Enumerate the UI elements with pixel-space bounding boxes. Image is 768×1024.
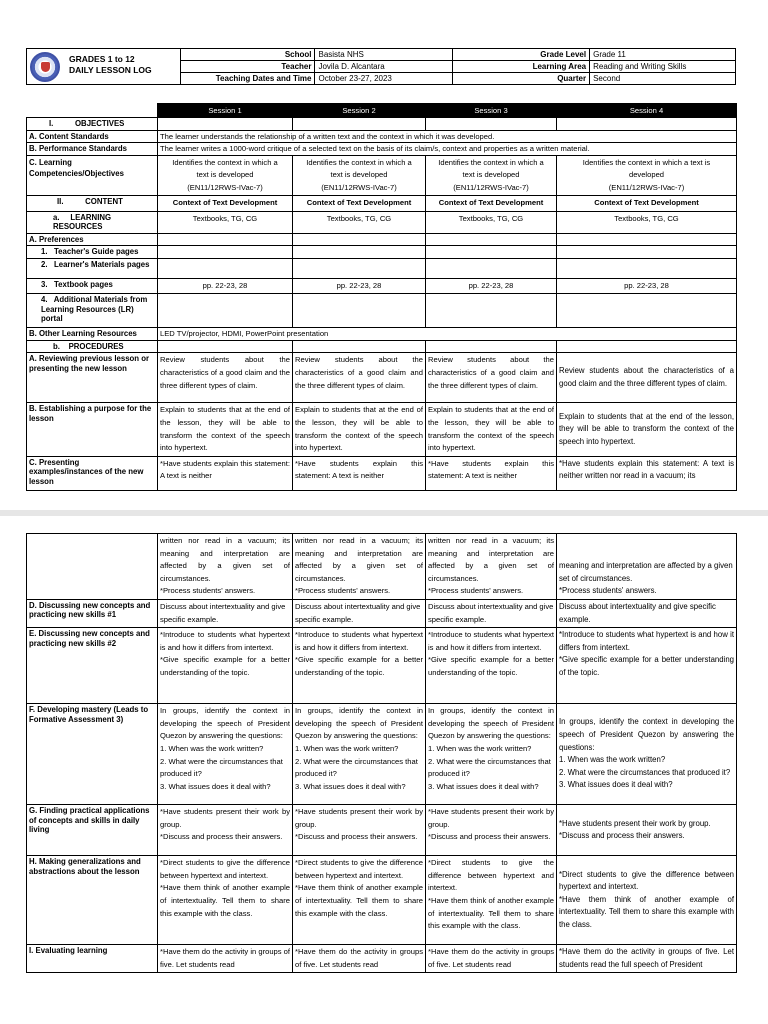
textbook-pages-label: 3. Textbook pages [27, 278, 158, 294]
presenting-text: written nor read in a vacuum; its meaning and interpretation are affected by a given set of circumstances. [295, 536, 423, 583]
grade-level-value: Grade 11 [590, 49, 736, 61]
objectives-s2 [293, 118, 426, 131]
competency-line: Identifies the context in which a [306, 157, 412, 167]
developing-label: F. Developing mastery (Leads to Formative Assessment 3) [27, 704, 158, 805]
generalizations-s4 [557, 856, 737, 945]
competency-line: text is developed [330, 170, 388, 180]
presenting-cont-s1 [158, 534, 293, 600]
competency-line: developed [628, 170, 665, 180]
lm-pages-s3 [426, 258, 557, 278]
content-s3: Context of Text Development [426, 196, 557, 212]
blank-corner [27, 104, 158, 118]
objectives-s1 [158, 118, 293, 131]
objectives-s3 [426, 118, 557, 131]
grade-level-label: Grade Level [453, 49, 590, 61]
direct-students-text: *Direct students to give the difference between hypertext and intertext. [295, 858, 423, 880]
presenting-text: meaning and interpretation are affected by a given set of circumstances. [559, 561, 733, 583]
reviewing-s3: Review students about the characteristics of a good claim and the three different types of claim. [426, 353, 557, 403]
evaluating-s4: *Have them do the activity in groups of five. Let students read the full speech of President [557, 945, 737, 973]
presenting-cont-s2 [293, 534, 426, 600]
learning-area-value: Reading and Writing Skills [590, 61, 736, 73]
developing-s2 [293, 704, 426, 805]
title-line-1: GRADES 1 to 12 [69, 54, 135, 64]
presenting-s3: *Have students explain this statement: A text is neither [426, 456, 557, 490]
tg-pages-s4 [557, 246, 737, 259]
resources-s3: Textbooks, TG, CG [426, 211, 557, 233]
procedures-s2 [293, 340, 426, 353]
lm-pages-s1 [158, 258, 293, 278]
present-work-text: *Have students present their work by group. [295, 807, 423, 829]
presenting-label: C. Presenting examples/instances of the new lesson [27, 456, 158, 490]
another-example-text: *Have them think of another example of intertextuality. Tell them to share this example with the class. [160, 883, 290, 918]
evaluating-s1: *Have them do the activity in groups of five. Let students read [158, 945, 293, 973]
presenting-s4: *Have students explain this statement: A text is neither written nor read in a vacuum; its [557, 456, 737, 490]
reviewing-s2: Review students about the characteristics of a good claim and the three different types of claim. [293, 353, 426, 403]
discussing1-label: D. Discussing new concepts and practicing new skills #1 [27, 599, 158, 627]
header-title-cell [27, 49, 181, 85]
discussing2-s1 [158, 628, 293, 704]
presenting-s2: *Have students explain this statement: A text is neither [293, 456, 426, 490]
lm-pages-s2 [293, 258, 426, 278]
competency-s3 [426, 155, 557, 196]
page-1 [0, 0, 768, 510]
question-2: 2. What were the circumstances that produced it? [559, 767, 731, 777]
competency-s1 [158, 155, 293, 196]
discussing2-s3 [426, 628, 557, 704]
presenting-cont-label [27, 534, 158, 600]
teacher-label: Teacher [180, 61, 315, 73]
process-answers-text: *Process students' answers. [160, 586, 256, 596]
developing-intro-text: In groups, identify the context in developing the speech of President Quezon by answering the questions: [428, 706, 554, 741]
content-s4: Context of Text Development [557, 196, 737, 212]
preferences-s1 [158, 233, 293, 246]
evaluating-s2: *Have them do the activity in groups of five. Let students read [293, 945, 426, 973]
developing-s3 [426, 704, 557, 805]
process-answers-text: *Process students' answers. [559, 586, 657, 596]
question-3: 3. What issues does it deal with? [160, 781, 271, 791]
additional-materials-s4 [557, 294, 737, 328]
session-1-header: Session 1 [158, 104, 293, 118]
school-value: Basista NHS [315, 49, 453, 61]
present-work-text: *Have students present their work by group. [160, 807, 290, 829]
reviewing-label: A. Reviewing previous lesson or presenting the new lesson [27, 353, 158, 403]
title-line-2: DAILY LESSON LOG [69, 65, 152, 75]
content-s2: Context of Text Development [293, 196, 426, 212]
session-3-header: Session 3 [426, 104, 557, 118]
header-title [69, 54, 152, 76]
discussing1-s3: Discuss about intertextuality and give specific example. [426, 599, 557, 627]
competency-line: Identifies the context in which a [438, 157, 544, 167]
preferences-s3 [426, 233, 557, 246]
presenting-cont-s3 [426, 534, 557, 600]
question-2: 2. What were the circumstances that produced it? [428, 756, 551, 779]
direct-students-text: *Direct students to give the difference between hypertext and intertext. [160, 858, 290, 880]
developing-intro-text: In groups, identify the context in developing the speech of President Quezon by answering the questions: [295, 706, 423, 741]
generalizations-label: H. Making generalizations and abstractions about the lesson [27, 856, 158, 945]
procedures-s4 [557, 340, 737, 353]
quarter-label: Quarter [453, 73, 590, 85]
presenting-s1: *Have students explain this statement: A text is neither [158, 456, 293, 490]
hypertext-intro-text: *Introduce to students what hypertext is and how it differs from intertext. [295, 630, 423, 652]
learning-resources-label: a. LEARNING RESOURCES [27, 211, 158, 233]
direct-students-text: *Direct students to give the difference between hypertext and intertext. [559, 869, 734, 892]
tg-pages-s3 [426, 246, 557, 259]
specific-example-text: *Give specific example for a better understanding of the topic. [559, 655, 734, 677]
textbook-pages-s1: pp. 22-23, 28 [158, 278, 293, 294]
generalizations-s1 [158, 856, 293, 945]
teaching-dates-value: October 23-27, 2023 [315, 73, 453, 85]
quarter-value: Second [590, 73, 736, 85]
applications-s4 [557, 805, 737, 856]
generalizations-s2 [293, 856, 426, 945]
question-1: 1. When was the work written? [295, 743, 399, 753]
present-work-text: *Have students present their work by group. [428, 807, 554, 829]
discussing2-s2 [293, 628, 426, 704]
lesson-log-header [26, 48, 736, 85]
applications-s2 [293, 805, 426, 856]
hypertext-intro-text: *Introduce to students what hypertext is and how it differs from intertext. [160, 630, 290, 652]
reviewing-s1: Review students about the characteristics of a good claim and the three different types of claim. [158, 353, 293, 403]
lesson-table-page-1 [26, 103, 737, 491]
establishing-s3: Explain to students that at the end of the lesson, they will be able to transform the context of the speech into hypertext. [426, 403, 557, 456]
establishing-s2: Explain to students that at the end of the lesson, they will be able to transform the context of the speech into hypertext. [293, 403, 426, 456]
content-standards-value: The learner understands the relationship of a written text and the context in which it was developed. [158, 130, 737, 143]
lm-pages-label: 2. Learner's Materials pages [27, 258, 158, 278]
question-1: 1. When was the work written? [559, 755, 666, 765]
session-header-row [27, 104, 737, 118]
textbook-pages-s2: pp. 22-23, 28 [293, 278, 426, 294]
additional-materials-s2 [293, 294, 426, 328]
teaching-dates-label: Teaching Dates and Time [180, 73, 315, 85]
session-4-header: Session 4 [557, 104, 737, 118]
lesson-table-page-2 [26, 533, 737, 973]
lm-pages-s4 [557, 258, 737, 278]
competency-line: Identifies the context in which a [172, 157, 278, 167]
competency-code: (EN11/12RWS-IVac-7) [321, 182, 397, 192]
objectives-label: I. OBJECTIVES [27, 118, 158, 131]
competency-s2 [293, 155, 426, 196]
developing-intro-text: In groups, identify the context in developing the speech of President Quezon by answering the questions: [559, 717, 734, 752]
page-2 [0, 516, 768, 1024]
discussing2-s4 [557, 628, 737, 704]
process-answers-text: *Process students' answers. [295, 586, 391, 596]
competency-s4 [557, 155, 737, 196]
hypertext-intro-text: *Introduce to students what hypertext is and how it differs from intertext. [559, 630, 734, 652]
question-1: 1. When was the work written? [160, 743, 264, 753]
establishing-label: B. Establishing a purpose for the lesson [27, 403, 158, 456]
other-resources-value: LED TV/projector, HDMI, PowerPoint presentation [158, 328, 737, 341]
content-standards-label: A. Content Standards [27, 130, 158, 143]
competency-line: Identifies the context in which a text is [582, 157, 711, 167]
tg-pages-label: 1. Teacher's Guide pages [27, 246, 158, 259]
question-3: 3. What issues does it deal with? [559, 780, 673, 790]
present-work-text: *Have students present their work by group. [559, 818, 711, 828]
resources-s4: Textbooks, TG, CG [557, 211, 737, 233]
competency-code: (EN11/12RWS-IVac-7) [608, 182, 685, 192]
tg-pages-s2 [293, 246, 426, 259]
evaluating-s3: *Have them do the activity in groups of five. Let students read [426, 945, 557, 973]
discuss-answers-text: *Discuss and process their answers. [295, 832, 418, 842]
reviewing-s4: Review students about the characteristics of a good claim and the three different types of claim. [557, 353, 737, 403]
discussing1-s1: Discuss about intertextuality and give specific example. [158, 599, 293, 627]
specific-example-text: *Give specific example for a better understanding of the topic. [295, 655, 423, 677]
additional-materials-label: 4. Additional Materials from Learning Resources (LR) portal [27, 294, 158, 328]
textbook-pages-s4: pp. 22-23, 28 [557, 278, 737, 294]
discussing2-label: E. Discussing new concepts and practicing new skills #2 [27, 628, 158, 704]
establishing-s4: Explain to students that at the end of the lesson, they will be able to transform the context of the speech into hypertext. [557, 403, 737, 456]
discussing1-s4: Discuss about intertextuality and give specific example. [557, 599, 737, 627]
hypertext-intro-text: *Introduce to students what hypertext is and how it differs from intertext. [428, 630, 554, 652]
discuss-answers-text: *Discuss and process their answers. [428, 832, 551, 842]
generalizations-s3 [426, 856, 557, 945]
performance-standards-label: B. Performance Standards [27, 143, 158, 156]
another-example-text: *Have them think of another example of intertextuality. Tell them to share this example with the class. [295, 883, 423, 918]
direct-students-text: *Direct students to give the difference between hypertext and intertext. [428, 858, 554, 893]
presenting-cont-s4 [557, 534, 737, 600]
applications-label: G. Finding practical applications of concepts and skills in daily living [27, 805, 158, 856]
teacher-value: Jovila D. Alcantara [315, 61, 453, 73]
competency-code: (EN11/12RWS-IVac-7) [453, 182, 529, 192]
establishing-s1: Explain to students that at the end of the lesson, they will be able to transform the context of the speech into hypertext. [158, 403, 293, 456]
discussing1-s2: Discuss about intertextuality and give specific example. [293, 599, 426, 627]
question-2: 2. What were the circumstances that produced it? [295, 756, 418, 779]
specific-example-text: *Give specific example for a better understanding of the topic. [160, 655, 290, 677]
preferences-label: A. Preferences [27, 233, 158, 246]
content-label: II. CONTENT [27, 196, 158, 212]
developing-intro-text: In groups, identify the context in developing the speech of President Quezon by answering the questions: [160, 706, 290, 741]
question-3: 3. What issues does it deal with? [295, 781, 406, 791]
evaluating-label: I. Evaluating learning [27, 945, 158, 973]
another-example-text: *Have them think of another example of intertextuality. Tell them to share this example with the class. [559, 894, 734, 930]
question-1: 1. When was the work written? [428, 743, 532, 753]
question-3: 3. What issues does it deal with? [428, 781, 539, 791]
learning-competencies-label: C. Learning Competencies/Objectives [27, 155, 158, 196]
competency-line: text is developed [462, 170, 520, 180]
competency-code: (EN11/12RWS-IVac-7) [187, 182, 263, 192]
resources-s2: Textbooks, TG, CG [293, 211, 426, 233]
objectives-s4 [557, 118, 737, 131]
school-label: School [180, 49, 315, 61]
preferences-s4 [557, 233, 737, 246]
textbook-pages-s3: pp. 22-23, 28 [426, 278, 557, 294]
applications-s1 [158, 805, 293, 856]
discuss-answers-text: *Discuss and process their answers. [160, 832, 283, 842]
content-s1: Context of Text Development [158, 196, 293, 212]
discuss-answers-text: *Discuss and process their answers. [559, 831, 685, 841]
process-answers-text: *Process students' answers. [428, 586, 524, 596]
question-2: 2. What were the circumstances that produced it? [160, 756, 283, 779]
specific-example-text: *Give specific example for a better understanding of the topic. [428, 655, 554, 677]
additional-materials-s3 [426, 294, 557, 328]
another-example-text: *Have them think of another example of intertextuality. Tell them to share this example with the class. [428, 895, 554, 931]
tg-pages-s1 [158, 246, 293, 259]
learning-area-label: Learning Area [453, 61, 590, 73]
procedures-label: b. PROCEDURES [27, 340, 158, 353]
procedures-s1 [158, 340, 293, 353]
applications-s3 [426, 805, 557, 856]
preferences-s2 [293, 233, 426, 246]
session-2-header: Session 2 [293, 104, 426, 118]
presenting-text: written nor read in a vacuum; its meaning and interpretation are affected by a given set of circumstances. [160, 536, 290, 583]
additional-materials-s1 [158, 294, 293, 328]
resources-s1: Textbooks, TG, CG [158, 211, 293, 233]
procedures-s3 [426, 340, 557, 353]
competency-line: text is developed [196, 170, 254, 180]
performance-standards-value: The learner writes a 1000-word critique of a selected text on the basis of its claim/s, context and properties as a written material. [158, 143, 737, 156]
deped-seal-logo [30, 52, 60, 82]
other-resources-label: B. Other Learning Resources [27, 328, 158, 341]
presenting-text: written nor read in a vacuum; its meaning and interpretation are affected by a given set of circumstances. [428, 536, 554, 583]
developing-s1 [158, 704, 293, 805]
developing-s4 [557, 704, 737, 805]
